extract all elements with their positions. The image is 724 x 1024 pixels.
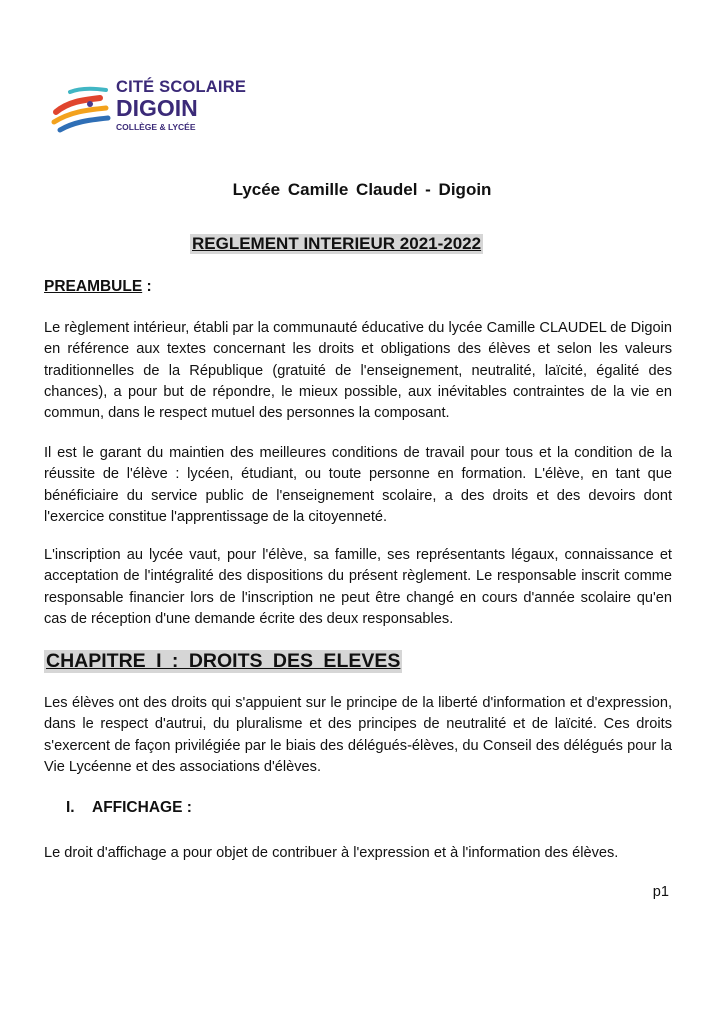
- paragraph-4: Les élèves ont des droits qui s'appuient sur le principe de la liberté d'information et d'expression, dans le respect d'autrui, du pluralisme et des principes de neutralité et de laïcité. Ces droits s'exercent de façon privilégiée par le biais des délégués-élèves, du Conseil des délégués pour la Vie Lycéenne et des associations d'élèves.: [44, 695, 672, 775]
- logo-line-3: COLLÈGE & LYCÉE: [116, 122, 196, 132]
- paragraph-3: L'inscription au lycée vaut, pour l'élève, sa famille, ses représentants légaux, connaissance et acceptation de l'intégralité des dispositions du présent règlement. Le responsable inscrit comme responsable financier lors de l'inscription ne peut être changé en cours d'année scolaire qu'en cas de réception d'une demande écrite des deux responsables.: [44, 547, 672, 627]
- preamble-suffix: :: [142, 278, 152, 295]
- section-title: AFFICHAGE :: [92, 799, 192, 816]
- section-heading: [66, 799, 192, 817]
- chapter-title: CHAPITRE I : DROITS DES ELEVES: [46, 650, 401, 672]
- school-logo: [50, 78, 260, 138]
- section-number: I.: [66, 799, 75, 816]
- logo-swoosh-icon: [50, 82, 112, 134]
- reglement-title: REGLEMENT INTERIEUR 2021-2022: [192, 234, 482, 253]
- paragraph-1: Le règlement intérieur, établi par la communauté éducative du lycée Camille CLAUDEL de Digoin en référence aux textes concernant les droits et obligations des élèves et selon les valeurs traditionnelles de la République (gratuité de l'enseignement, neutralité, laïcité, égalité des chances), a pour but de répondre, le mieux possible, aux inévitables contraintes de la vie en commun, dans le respect mutuel des personnes la composant.: [44, 320, 672, 422]
- page-number: p1: [652, 884, 669, 900]
- school-title: Lycée Camille Claudel - Digoin: [232, 180, 492, 199]
- paragraph-5: Le droit d'affichage a pour objet de contribuer à l'expression et à l'information des élèves.: [44, 845, 619, 861]
- logo-line-2: DIGOIN: [116, 95, 198, 121]
- logo-line-1: CITÉ SCOLAIRE: [116, 78, 247, 96]
- paragraph-2: Il est le garant du maintien des meilleures conditions de travail pour tous et la condition de la réussite de l'élève : lycéen, étudiant, ou toute personne en formation. L'élève, en tant que bénéficiaire du service public de l'enseignement scolaire, a des droits et des devoirs dont l'exercice constitue l'apprentissage de la citoyenneté.: [44, 445, 672, 525]
- preamble-heading: [44, 278, 152, 296]
- preamble-label: PREAMBULE: [44, 278, 143, 295]
